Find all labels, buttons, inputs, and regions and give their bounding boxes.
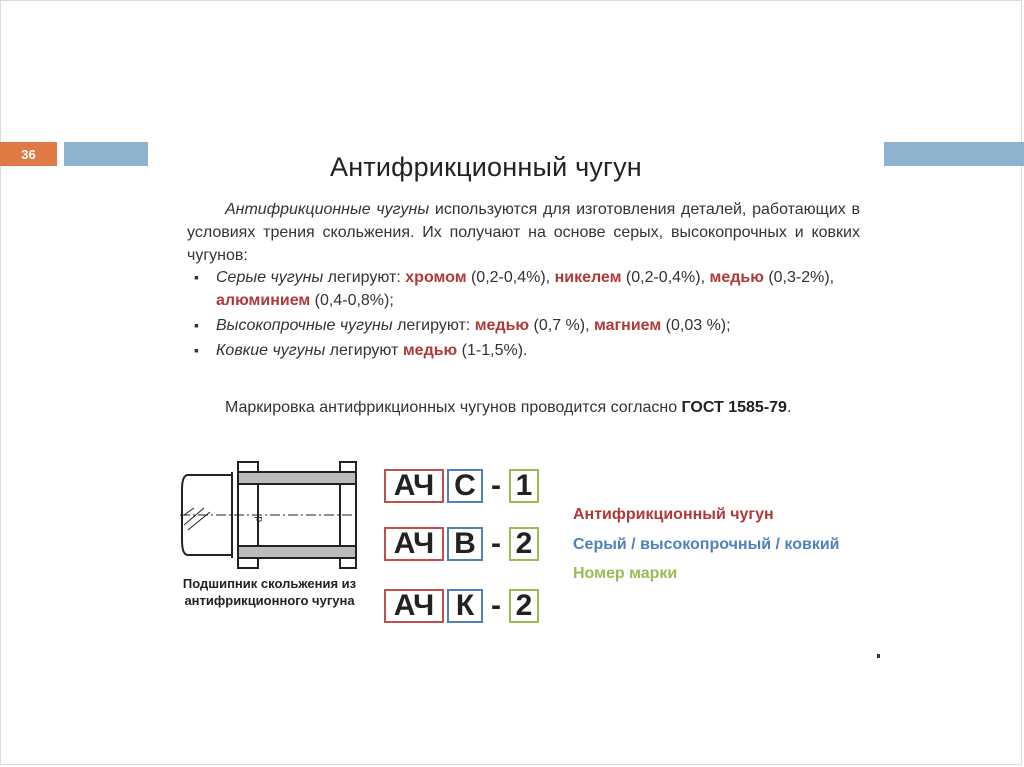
grade-type-box: С <box>447 469 483 503</box>
marking-paragraph <box>187 396 860 419</box>
grade-number-box: 2 <box>509 589 539 623</box>
element-name: медью <box>402 342 458 359</box>
legend-prefix: Антифрикционный чугун <box>573 506 774 523</box>
element-name: хромом <box>405 269 467 286</box>
grade-dash: - <box>491 469 501 502</box>
intro-italic: Антифрикционные чугуны <box>225 201 430 218</box>
element-value: (0,4-0,8%); <box>310 292 394 309</box>
grade-row <box>384 586 539 626</box>
bullet-type: Серые чугуны <box>216 269 324 286</box>
element-name: медью <box>709 269 764 286</box>
grade-number-box: 2 <box>509 527 539 561</box>
list-item <box>192 314 862 337</box>
element-name: никелем <box>554 269 622 286</box>
element-value: (0,2-0,4%), <box>466 269 555 286</box>
gost-reference: ГОСТ 1585-79 <box>681 399 787 416</box>
grade-row <box>384 466 539 506</box>
grade-prefix-box: АЧ <box>384 469 444 503</box>
grade-row <box>384 524 539 564</box>
grade-prefix-box: АЧ <box>384 527 444 561</box>
legend-type: Серый / высокопрочный / ковкий <box>573 536 840 553</box>
stray-mark <box>877 654 880 658</box>
intro-text: используются для изготовления деталей, работающих в условиях трения скольжения. Их получают на основе серых, высокопрочных и ковких чугунов: <box>187 201 861 264</box>
grade-type-box: В <box>447 527 483 561</box>
intro-paragraph <box>187 198 860 267</box>
element-value: (0,3-2%), <box>763 269 835 286</box>
marking-end: . <box>786 399 792 416</box>
grade-type-box: К <box>447 589 483 623</box>
list-item <box>192 339 862 362</box>
svg-text:d: d <box>254 516 265 522</box>
bullet-type: Ковкие чугуны <box>216 342 326 359</box>
bullet-type: Высокопрочные чугуны <box>216 317 393 334</box>
bearing-drawing-icon <box>180 460 360 570</box>
bullet-verb: легируют: <box>323 269 406 286</box>
element-name: медью <box>474 317 530 334</box>
legend-number: Номер марки <box>573 565 678 582</box>
bullet-verb: легируют <box>325 342 403 359</box>
figure-caption: Подшипник скольжения из антифрикционного чугуна <box>182 576 357 608</box>
element-value: (1-1,5%). <box>457 342 528 359</box>
element-value: (0,2-0,4%), <box>621 269 710 286</box>
page-title: Антифрикционный чугун <box>330 152 642 182</box>
header-bar-right <box>884 142 1024 166</box>
element-value: (0,7 %), <box>529 317 594 334</box>
grade-dash: - <box>491 589 501 622</box>
element-value: (0,03 %); <box>661 317 731 334</box>
element-name: магнием <box>593 317 662 334</box>
grade-dash: - <box>491 527 501 560</box>
element-name: алюминием <box>216 292 311 309</box>
list-item <box>192 266 862 312</box>
slide-number: 36 <box>0 142 57 166</box>
bullet-verb: легируют: <box>392 317 475 334</box>
alloy-list <box>192 266 862 364</box>
grade-prefix-box: АЧ <box>384 589 444 623</box>
grade-number-box: 1 <box>509 469 539 503</box>
marking-text: Маркировка антифрикционных чугунов проводится согласно <box>225 399 682 416</box>
header-bar-left <box>64 142 148 166</box>
